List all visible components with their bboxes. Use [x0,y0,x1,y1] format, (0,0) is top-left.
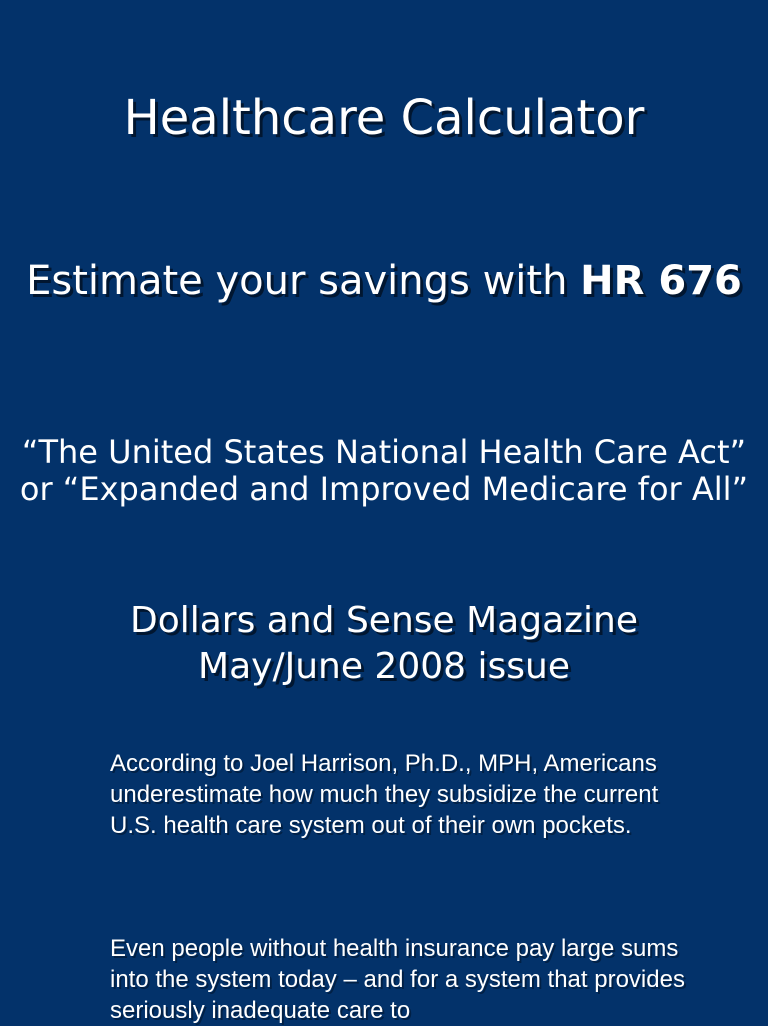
subtitle-text: Estimate your savings with [26,258,581,304]
slide-title: Healthcare Calculator [123,90,645,146]
act-name-line-2: or “Expanded and Improved Medicare for All” [19,470,749,508]
act-name-line-1: “The United States National Health Care Act” [21,433,747,471]
act-name [12,434,756,508]
body-paragraph-1: According to Joel Harrison, Ph.D., MPH, Americans underestimate how much they subsidize the current U.S. health care system out of their own pockets. [110,750,659,839]
source-publication: Dollars and Sense Magazine [129,600,639,641]
slide-subtitle [20,258,748,304]
source-citation [0,598,768,690]
body-paragraph-2: Even people without health insurance pay large sums into the system today – and for a system that provides seriously inadequate care to [110,935,685,1024]
bill-number: HR 676 [580,258,742,304]
source-issue: May/June 2008 issue [198,646,570,687]
